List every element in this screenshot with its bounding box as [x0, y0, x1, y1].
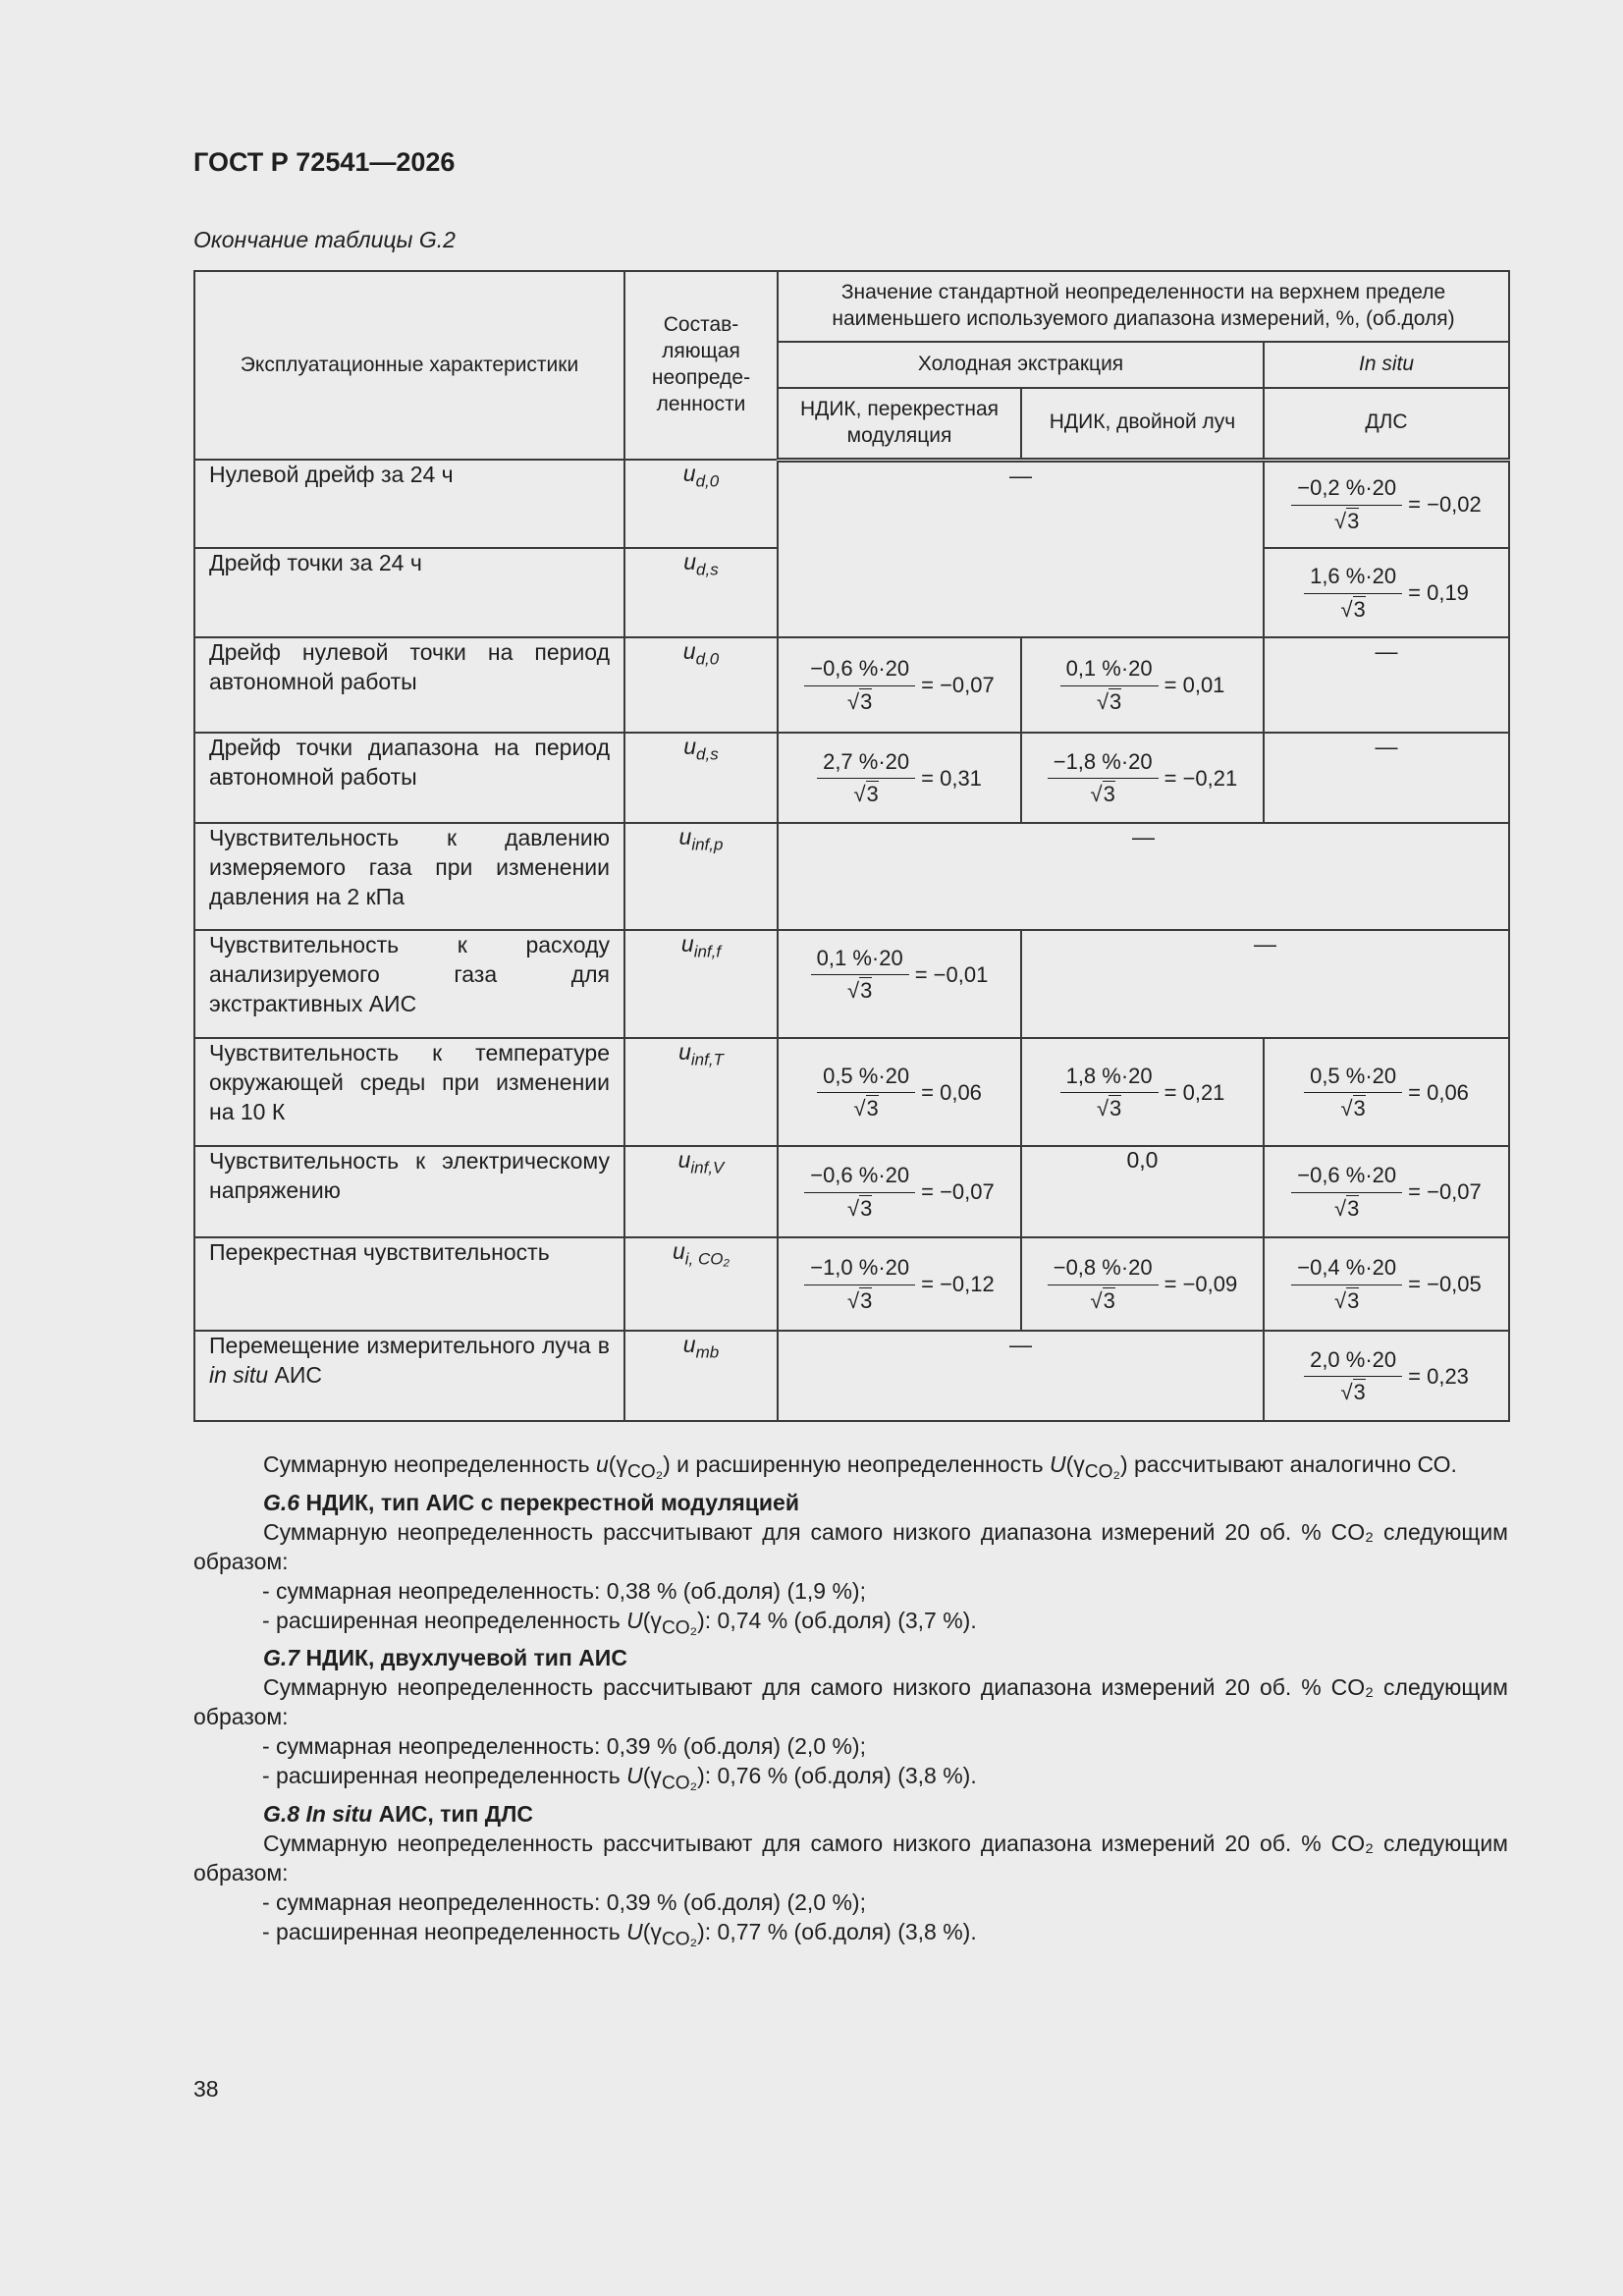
col-header-group: Значение стандартной неопределенности на верхнем пределе наименьшего используемого диапазона измерений, %, (об.доля) [778, 271, 1509, 342]
table-row [194, 1038, 1509, 1146]
component-cell: $u_{inf,f}$ [624, 930, 778, 1038]
component-cell: $u_{inf,T}$ [624, 1038, 778, 1146]
characteristic-cell: Дрейф точки диапазона на период автономной работы [194, 733, 624, 823]
value-cell-cross: $\frac{-0,6 \%\cdot 20}{√3}$ = −0,07 [778, 1146, 1021, 1237]
characteristic-cell: Перемещение измерительного луча в in situ АИС [194, 1331, 624, 1421]
component-cell: $u_{d,0}$ [624, 637, 778, 733]
document-header: ГОСТ Р 72541—2026 [193, 147, 456, 177]
value-cell-dual: $\frac{-0,8 \%\cdot 20}{√3}$ = −0,09 [1021, 1237, 1264, 1331]
value-cell-dls: $\frac{-0,2 \%\cdot 20}{√3}$ = −0,02 [1264, 460, 1509, 548]
characteristic-cell: Дрейф точки за 24 ч [194, 548, 624, 637]
table-row [194, 637, 1509, 733]
value-cell-dual: $\frac{0,1 \%\cdot 20}{√3}$ = 0,01 [1021, 637, 1264, 733]
characteristic-cell: Перекрестная чувствительность [194, 1237, 624, 1331]
value-cell-cross: $\frac{-1,0 \%\cdot 20}{√3}$ = −0,12 [778, 1237, 1021, 1331]
section-paragraph: Суммарную неопределенность рассчитывают для самого низкого диапазона измерений 20 об. % CO₂ следующим образом: [193, 1518, 1508, 1574]
section-paragraph: Суммарную неопределенность рассчитывают для самого низкого диапазона измерений 20 об. % CO₂ следующим образом: [193, 1674, 1508, 1730]
value-cell-dls: $\frac{0,5 \%\cdot 20}{√3}$ = 0,06 [1264, 1038, 1509, 1146]
value-cell-dls: $\frac{-0,4 \%\cdot 20}{√3}$ = −0,05 [1264, 1237, 1509, 1331]
value-cell-dual: $\frac{-1,8 \%\cdot 20}{√3}$ = −0,21 [1021, 733, 1264, 823]
component-cell: $u_{mb}$ [624, 1331, 778, 1421]
value-cell-dls: — [1264, 733, 1509, 823]
value-cell-merged: — [778, 1331, 1264, 1421]
col-header-dls: ДЛС [1264, 388, 1509, 460]
page-number: 38 [193, 2076, 219, 2102]
component-cell: $u_{inf,p}$ [624, 823, 778, 930]
value-cell-cross: $\frac{0,1 \%\cdot 20}{√3}$ = −0,01 [778, 930, 1021, 1038]
col-header-cold-extraction: Холодная экстракция [778, 342, 1264, 388]
component-cell: $u_{d,s}$ [624, 733, 778, 823]
characteristic-cell: Чувствительность к температуре окружающей среды при изменении на 10 К [194, 1038, 624, 1146]
value-cell-merged: — [1021, 930, 1509, 1038]
characteristic-cell: Нулевой дрейф за 24 ч [194, 460, 624, 548]
table-row [194, 1146, 1509, 1237]
component-cell: $u_{d,s}$ [624, 548, 778, 637]
section-heading-g7: G.7 НДИК, двухлучевой тип АИС [263, 1645, 627, 1671]
value-cell-dls: $\frac{1,6 \%\cdot 20}{√3}$ = 0,19 [1264, 548, 1509, 637]
col-header-insitu: In situ [1264, 342, 1509, 388]
value-cell-cross: $\frac{2,7 \%\cdot 20}{√3}$ = 0,31 [778, 733, 1021, 823]
value-cell-dual: $\frac{1,8 \%\cdot 20}{√3}$ = 0,21 [1021, 1038, 1264, 1146]
component-cell: $u_{d,0}$ [624, 460, 778, 548]
characteristic-cell: Чувствительность к давлению измеряемого газа при изменении давления на 2 кПа [194, 823, 624, 930]
list-item: - суммарная неопределенность: 0,39 % (об.доля) (2,0 %); [262, 1888, 866, 1915]
table-row [194, 930, 1509, 1038]
list-item: - расширенная неопределенность $U(\gamma_{CO_2})$: 0,74 % (об.доля) (3,7 %). [262, 1607, 977, 1639]
value-cell-dls: $\frac{-0,6 \%\cdot 20}{√3}$ = −0,07 [1264, 1146, 1509, 1237]
list-item: - суммарная неопределенность: 0,38 % (об.доля) (1,9 %); [262, 1577, 866, 1604]
list-item: - суммарная неопределенность: 0,39 % (об.доля) (2,0 %); [262, 1733, 866, 1760]
table-row [194, 460, 1509, 548]
col-header-component: Состав-ляющая неопреде-ленности [624, 271, 778, 460]
characteristic-cell: Дрейф нулевой точки на период автономной работы [194, 637, 624, 733]
value-cell-dls: — [1264, 637, 1509, 733]
component-cell: $u_{i, CO_2}$ [624, 1237, 778, 1331]
summary-paragraph: Суммарную неопределенность $u(\gamma_{CO_2})$ и расширенную неопределенность $U(\gamma_{CO_2})$ рассчитывают аналогично СО. [263, 1451, 1457, 1483]
value-cell-merged: — [778, 460, 1264, 637]
table-caption: Окончание таблицы G.2 [193, 227, 456, 252]
value-cell-cross: $\frac{0,5 \%\cdot 20}{√3}$ = 0,06 [778, 1038, 1021, 1146]
section-heading-g8: G.8 In situ АИС, тип ДЛС [263, 1800, 533, 1827]
body-text [193, 1449, 1508, 1954]
component-cell: $u_{inf,V}$ [624, 1146, 778, 1237]
value-cell-merged: — [778, 823, 1509, 930]
table-row [194, 733, 1509, 823]
section-paragraph: Суммарную неопределенность рассчитывают для самого низкого диапазона измерений 20 об. % CO₂ следующим образом: [193, 1830, 1508, 1886]
table-row [194, 823, 1509, 930]
uncertainty-table [193, 270, 1510, 1422]
characteristic-cell: Чувствительность к расходу анализируемого газа для экстрактивных АИС [194, 930, 624, 1038]
value-cell-dual: 0,0 [1021, 1146, 1264, 1237]
characteristic-cell: Чувствительность к электрическому напряжению [194, 1146, 624, 1237]
list-item: - расширенная неопределенность $U(\gamma_{CO_2})$: 0,77 % (об.доля) (3,8 %). [262, 1918, 977, 1950]
col-header-characteristics: Эксплуатационные характеристики [194, 271, 624, 460]
value-cell-dls: $\frac{2,0 \%\cdot 20}{√3}$ = 0,23 [1264, 1331, 1509, 1421]
col-header-ndik-cross: НДИК, перекрестная модуляция [778, 388, 1021, 460]
list-item: - расширенная неопределенность $U(\gamma_{CO_2})$: 0,76 % (об.доля) (3,8 %). [262, 1763, 977, 1794]
col-header-ndik-dual: НДИК, двойной луч [1021, 388, 1264, 460]
table-row [194, 1237, 1509, 1331]
value-cell-cross: $\frac{-0,6 \%\cdot 20}{√3}$ = −0,07 [778, 637, 1021, 733]
section-heading-g6: G.6 НДИК, тип АИС с перекрестной модуляцией [263, 1489, 799, 1515]
table-row [194, 1331, 1509, 1421]
